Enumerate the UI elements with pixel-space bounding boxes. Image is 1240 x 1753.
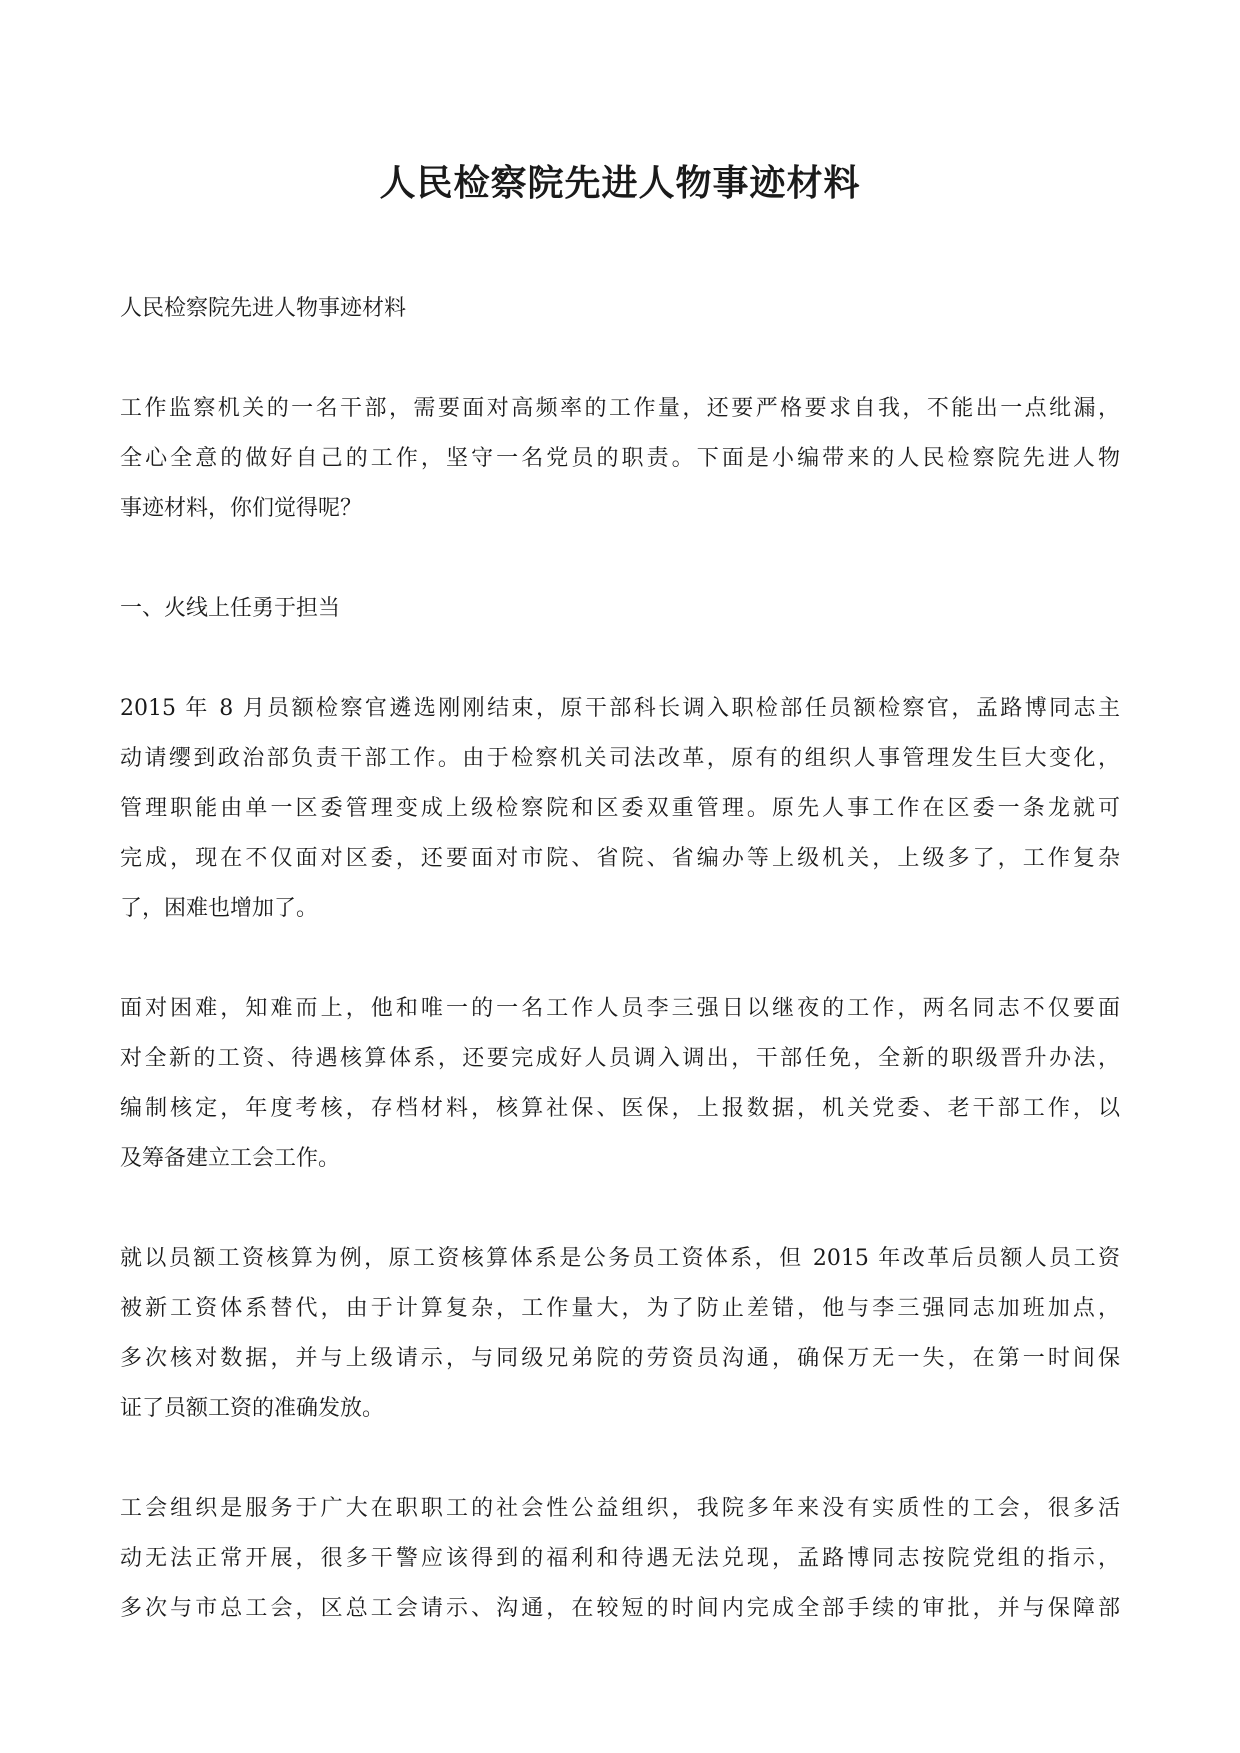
text-line: 证了员额工资的准确发放。: [120, 1396, 385, 1421]
text-line: 工作监察机关的一名干部，需要面对高频率的工作量，还要严格要求自我，不能出一点纰漏，: [120, 396, 1120, 421]
paragraph-gap: [120, 634, 1120, 684]
document-body: [120, 284, 1120, 1634]
paragraph-2: [120, 984, 1120, 1184]
text-line: 就以员额工资核算为例，原工资核算体系是公务员工资体系，但 2015 年改革后员额人员工资: [120, 1246, 1120, 1271]
subtitle-line: 人民检察院先进人物事迹材料: [120, 296, 407, 321]
document-title: 人民检察院先进人物事迹材料: [379, 162, 861, 204]
text-line: 管理职能由单一区委管理变成上级检察院和区委双重管理。原先人事工作在区委一条龙就可: [120, 796, 1120, 821]
text-line: 动请缨到政治部负责干部工作。由于检察机关司法改革，原有的组织人事管理发生巨大变化，: [120, 746, 1120, 771]
text-line: 对全新的工资、待遇核算体系，还要完成好人员调入调出，干部任免，全新的职级晋升办法，: [120, 1046, 1120, 1071]
text-line: 多次核对数据，并与上级请示，与同级兄弟院的劳资员沟通，确保万无一失，在第一时间保: [120, 1346, 1120, 1371]
paragraph-3: [120, 1234, 1120, 1434]
text-line: 工会组织是服务于广大在职职工的社会性公益组织，我院多年来没有实质性的工会，很多活: [120, 1496, 1120, 1521]
text-line: 完成，现在不仅面对区委，还要面对市院、省院、省编办等上级机关，上级多了，工作复杂: [120, 846, 1120, 871]
section-heading: 一、火线上任勇于担当: [120, 596, 341, 621]
paragraph-1: [120, 684, 1120, 934]
text-line: 编制核定，年度考核，存档材料，核算社保、医保，上报数据，机关党委、老干部工作，以: [120, 1096, 1120, 1121]
text-line: 全心全意的做好自己的工作，坚守一名党员的职责。下面是小编带来的人民检察院先进人物: [120, 446, 1120, 471]
paragraph-gap: [120, 534, 1120, 584]
paragraph-gap: [120, 934, 1120, 984]
text-line: 2015 年 8 月员额检察官遴选刚刚结束，原干部科长调入职检部任员额检察官，孟路博同志主: [120, 696, 1120, 721]
text-line: 多次与市总工会，区总工会请示、沟通，在较短的时间内完成全部手续的审批，并与保障部: [120, 1596, 1120, 1621]
paragraph-gap: [120, 1184, 1120, 1234]
text-line: 面对困难，知难而上，他和唯一的一名工作人员李三强日以继夜的工作，两名同志不仅要面: [120, 996, 1120, 1021]
intro-paragraph: [120, 384, 1120, 534]
text-line: 事迹材料，你们觉得呢？: [120, 496, 363, 521]
text-line: 了，困难也增加了。: [120, 896, 319, 921]
text-line: 动无法正常开展，很多干警应该得到的福利和待遇无法兑现，孟路博同志按院党组的指示，: [120, 1546, 1120, 1571]
text-line: 及筹备建立工会工作。: [120, 1146, 341, 1171]
paragraph-gap: [120, 334, 1120, 384]
paragraph-4: [120, 1484, 1120, 1634]
paragraph-gap: [120, 1434, 1120, 1484]
text-line: 被新工资体系替代，由于计算复杂，工作量大，为了防止差错，他与李三强同志加班加点，: [120, 1296, 1120, 1321]
